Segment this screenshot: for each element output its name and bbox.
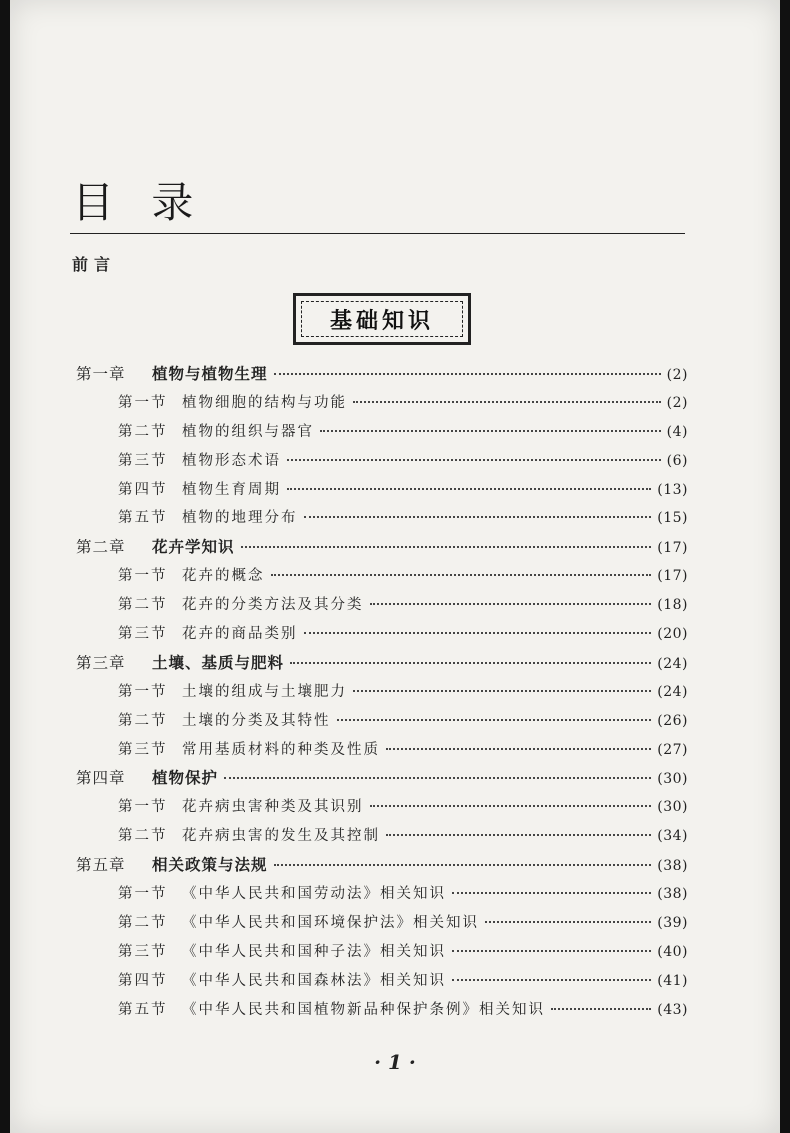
toc-entry-label xyxy=(118,824,380,845)
toc-entry-title: 土壤的组成与土壤肥力 xyxy=(182,683,347,700)
toc-entry-number: 第三节 xyxy=(118,452,168,469)
toc-entry-label xyxy=(118,449,281,470)
dot-leader xyxy=(370,603,652,605)
toc-entry-title: 植物保护 xyxy=(152,769,219,788)
toc-entry-page: (18) xyxy=(657,597,688,614)
toc-entry-label xyxy=(118,738,380,759)
toc-chapter-entry xyxy=(76,766,688,795)
toc-entry-page: (6) xyxy=(666,452,688,469)
toc-entry-label xyxy=(118,506,298,527)
toc-entry-number: 第二节 xyxy=(118,597,168,614)
toc-entry-number: 第五节 xyxy=(118,510,168,527)
dot-leader xyxy=(274,864,652,866)
toc-entry-page: (34) xyxy=(657,828,688,845)
toc-entry-number: 第五节 xyxy=(118,1001,168,1018)
toc-entry-label xyxy=(76,766,218,788)
table-of-contents xyxy=(76,362,688,1026)
toc-entry-number: 第二节 xyxy=(118,828,168,845)
toc-entry-title: 土壤、基质与肥料 xyxy=(152,653,285,672)
toc-entry-number: 第一章 xyxy=(76,365,126,383)
toc-entry-number: 第四节 xyxy=(118,972,168,989)
toc-entry-page: (38) xyxy=(657,886,688,903)
toc-entry-page: (17) xyxy=(657,568,688,585)
toc-entry-label xyxy=(76,853,268,875)
toc-entry-page: (4) xyxy=(666,423,688,440)
toc-entry-label xyxy=(118,795,364,816)
toc-section-entry xyxy=(76,882,688,911)
toc-entry-page: (30) xyxy=(657,771,688,788)
toc-section-entry xyxy=(76,506,688,535)
toc-entry-title: 《中华人民共和国植物新品种保护条例》相关知识 xyxy=(182,1001,545,1018)
dot-leader xyxy=(241,546,652,548)
toc-section-entry xyxy=(76,911,688,940)
toc-entry-title: 植物的地理分布 xyxy=(182,510,298,527)
toc-chapter-entry xyxy=(76,651,688,680)
dot-leader xyxy=(386,834,651,836)
dot-leader xyxy=(287,459,661,461)
toc-section-entry xyxy=(76,622,688,651)
toc-entry-number: 第三章 xyxy=(76,653,126,672)
dot-leader xyxy=(353,690,651,692)
title-rule xyxy=(70,233,685,234)
toc-entry-page: (38) xyxy=(657,858,688,875)
toc-section-entry xyxy=(76,709,688,738)
toc-entry-label xyxy=(76,362,268,384)
toc-entry-number: 第三节 xyxy=(118,943,168,960)
toc-entry-title: 植物生育周期 xyxy=(182,481,281,498)
dot-leader xyxy=(337,719,652,721)
toc-section-entry xyxy=(76,680,688,709)
toc-entry-label xyxy=(76,535,235,557)
dot-leader xyxy=(304,516,652,518)
toc-entry-number: 第一节 xyxy=(118,394,168,411)
toc-entry-number: 第二章 xyxy=(76,538,126,557)
toc-entry-page: (15) xyxy=(657,510,688,527)
toc-section-entry xyxy=(76,738,688,767)
toc-entry-label xyxy=(118,622,298,643)
part-banner xyxy=(293,293,471,345)
toc-entry-title: 《中华人民共和国劳动法》相关知识 xyxy=(182,886,446,903)
part-banner-label: 基础知识 xyxy=(324,304,440,335)
document-page xyxy=(10,0,780,1133)
dot-leader xyxy=(287,488,651,490)
toc-entry-page: (20) xyxy=(657,626,688,643)
toc-chapter-entry xyxy=(76,535,688,564)
toc-entry-title: 花卉病虫害的发生及其控制 xyxy=(182,828,380,845)
toc-entry-title: 花卉的商品类别 xyxy=(182,626,298,643)
dot-leader xyxy=(452,979,651,981)
toc-entry-label xyxy=(118,420,314,441)
toc-entry-label xyxy=(118,564,265,585)
toc-entry-label xyxy=(118,969,446,990)
toc-entry-page: (2) xyxy=(666,367,688,383)
page-number: · 1 · xyxy=(374,1050,416,1074)
toc-entry-title: 植物细胞的结构与功能 xyxy=(182,394,347,411)
dot-leader xyxy=(224,777,651,779)
toc-entry-page: (39) xyxy=(657,914,688,931)
dot-leader xyxy=(452,950,651,952)
toc-entry-page: (26) xyxy=(657,712,688,729)
toc-entry-label xyxy=(118,911,479,932)
toc-entry-title: 花卉的概念 xyxy=(182,568,265,585)
toc-section-entry xyxy=(76,824,688,853)
toc-entry-page: (43) xyxy=(657,1001,688,1018)
toc-entry-title: 植物与植物生理 xyxy=(152,365,268,383)
dot-leader xyxy=(485,921,651,923)
toc-entry-page: (24) xyxy=(657,655,688,672)
toc-entry-preface: 前言 xyxy=(72,255,117,274)
toc-entry-label xyxy=(118,680,347,701)
toc-entry-number: 第一节 xyxy=(118,886,168,903)
toc-section-entry xyxy=(76,449,688,478)
dot-leader xyxy=(304,632,652,634)
toc-entry-number: 第二节 xyxy=(118,712,168,729)
toc-entry-number: 第二节 xyxy=(118,914,168,931)
toc-entry-number: 第四节 xyxy=(118,481,168,498)
toc-entry-number: 第一节 xyxy=(118,799,168,816)
toc-section-entry xyxy=(76,478,688,507)
dot-leader xyxy=(370,805,652,807)
toc-chapter-entry xyxy=(76,853,688,882)
toc-section-entry xyxy=(76,593,688,622)
toc-section-entry xyxy=(76,795,688,824)
toc-entry-title: 花卉的分类方法及其分类 xyxy=(182,597,364,614)
toc-entry-title: 花卉学知识 xyxy=(152,538,235,557)
toc-entry-label xyxy=(76,651,284,673)
toc-entry-number: 第三节 xyxy=(118,626,168,643)
toc-entry-number: 第一节 xyxy=(118,683,168,700)
toc-entry-number: 第二节 xyxy=(118,423,168,440)
toc-entry-number: 第四章 xyxy=(76,769,126,788)
toc-entry-title: 《中华人民共和国种子法》相关知识 xyxy=(182,943,446,960)
toc-entry-title: 相关政策与法规 xyxy=(152,856,268,875)
toc-entry-label xyxy=(118,940,446,961)
toc-section-entry xyxy=(76,969,688,998)
toc-entry-title: 《中华人民共和国环境保护法》相关知识 xyxy=(182,914,479,931)
toc-entry-label xyxy=(118,998,545,1019)
toc-entry-title: 植物的组织与器官 xyxy=(182,423,314,440)
toc-entry-label xyxy=(118,882,446,903)
toc-entry-label xyxy=(118,593,364,614)
toc-chapter-entry xyxy=(76,362,688,391)
dot-leader xyxy=(274,373,661,375)
dot-leader xyxy=(551,1008,651,1010)
toc-entry-title: 土壤的分类及其特性 xyxy=(182,712,331,729)
toc-entry-page: (17) xyxy=(657,540,688,557)
toc-entry-label xyxy=(118,478,281,499)
toc-entry-page: (2) xyxy=(666,394,688,411)
toc-entry-title: 植物形态术语 xyxy=(182,452,281,469)
dot-leader xyxy=(452,892,651,894)
toc-entry-page: (30) xyxy=(657,799,688,816)
dot-leader xyxy=(290,662,651,664)
dot-leader xyxy=(320,430,661,432)
toc-section-entry xyxy=(76,998,688,1027)
toc-entry-page: (41) xyxy=(657,972,688,989)
toc-section-entry xyxy=(76,564,688,593)
dot-leader xyxy=(386,748,651,750)
toc-entry-title: 花卉病虫害种类及其识别 xyxy=(182,799,364,816)
toc-entry-label xyxy=(118,391,347,412)
dot-leader xyxy=(353,401,661,403)
toc-entry-title: 《中华人民共和国森林法》相关知识 xyxy=(182,972,446,989)
toc-entry-page: (40) xyxy=(657,943,688,960)
toc-entry-page: (24) xyxy=(657,683,688,700)
toc-entry-number: 第三节 xyxy=(118,741,168,758)
toc-section-entry xyxy=(76,940,688,969)
toc-entry-title: 常用基质材料的种类及性质 xyxy=(182,741,380,758)
toc-entry-number: 第五章 xyxy=(76,856,126,875)
toc-section-entry xyxy=(76,391,688,420)
toc-entry-page: (13) xyxy=(657,481,688,498)
page-title: 目 录 xyxy=(72,178,206,227)
toc-entry-label xyxy=(118,709,331,730)
toc-entry-number: 第一节 xyxy=(118,568,168,585)
toc-section-entry xyxy=(76,420,688,449)
toc-entry-page: (27) xyxy=(657,741,688,758)
dot-leader xyxy=(271,574,652,576)
